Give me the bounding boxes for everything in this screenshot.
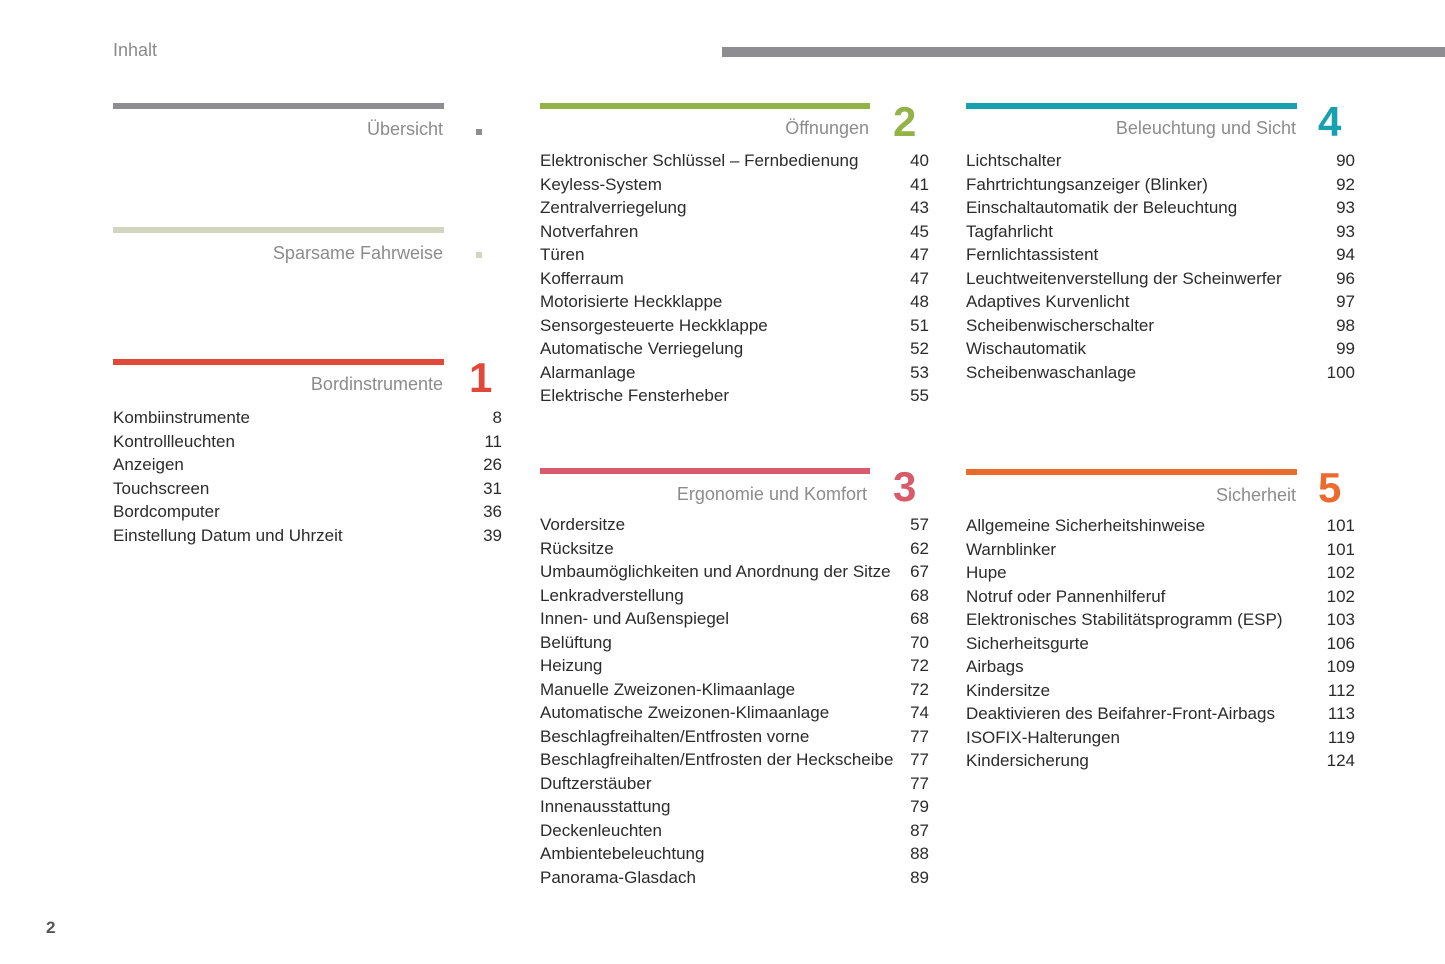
toc-list-bord bbox=[113, 406, 502, 547]
toc-entry-label: Automatische Zweizonen-Klimaanlage bbox=[540, 703, 830, 722]
toc-entry-label: Innenausstattung bbox=[540, 797, 671, 816]
toc-entry-page: 102 bbox=[1326, 586, 1355, 606]
toc-entry[interactable] bbox=[966, 149, 1355, 173]
toc-entry-page: 93 bbox=[1336, 198, 1355, 217]
toc-entry[interactable] bbox=[113, 500, 502, 524]
section-title-ergonomie[interactable]: Ergonomie und Komfort bbox=[676, 484, 867, 504]
toc-entry[interactable] bbox=[540, 290, 929, 314]
toc-entry[interactable] bbox=[540, 631, 929, 655]
toc-entry-label: Fahrtrichtungsanzeiger (Blinker) bbox=[966, 174, 1208, 194]
toc-entry-page: 51 bbox=[910, 315, 929, 335]
toc-entry-label: Einschaltautomatik der Beleuchtung bbox=[966, 198, 1238, 217]
toc-entry-label: Keyless-System bbox=[540, 174, 662, 194]
toc-entry-label: Kombiinstrumente bbox=[113, 408, 251, 427]
toc-entry-label: Scheibenwaschanlage bbox=[966, 362, 1137, 382]
section-title-bord[interactable]: Bordinstrumente bbox=[310, 374, 443, 394]
toc-entry-label: Beschlagfreihalten/Entfrosten der Heckscheibe bbox=[540, 750, 894, 769]
toc-entry-page: 11 bbox=[484, 431, 502, 451]
section-number-beleuchtung: 4 bbox=[1318, 98, 1342, 145]
toc-entry-page: 93 bbox=[1336, 221, 1355, 241]
toc-entry-page: 87 bbox=[910, 820, 929, 840]
toc-entry-page: 109 bbox=[1326, 657, 1355, 676]
toc-entry-page: 62 bbox=[910, 538, 929, 558]
toc-entry[interactable] bbox=[113, 453, 502, 477]
section-number-bord: 1 bbox=[469, 354, 493, 401]
toc-entry[interactable] bbox=[540, 607, 929, 631]
toc-entry-page: 72 bbox=[910, 656, 929, 675]
toc-entry[interactable] bbox=[966, 538, 1355, 562]
toc-entry[interactable] bbox=[966, 361, 1355, 385]
toc-entry-label: Tagfahrlicht bbox=[966, 221, 1053, 241]
toc-entry[interactable] bbox=[540, 678, 929, 702]
toc-entry[interactable] bbox=[966, 749, 1355, 773]
toc-entry[interactable] bbox=[540, 654, 929, 678]
toc-entry-page: 92 bbox=[1336, 174, 1355, 194]
header-rule bbox=[722, 47, 1445, 57]
toc-entry-page: 67 bbox=[910, 562, 929, 581]
section-number-ergonomie: 3 bbox=[893, 463, 917, 510]
toc-entry-page: 53 bbox=[910, 362, 929, 382]
toc-entry[interactable] bbox=[966, 679, 1355, 703]
toc-entry-page: 43 bbox=[910, 198, 929, 217]
toc-entry-page: 70 bbox=[910, 632, 929, 652]
toc-entry-label: Notruf oder Pannenhilferuf bbox=[966, 586, 1166, 606]
toc-entry-label: Elektrische Fensterheber bbox=[540, 386, 729, 405]
toc-entry-page: 77 bbox=[910, 750, 929, 769]
toc-entry-label: Panorama-Glasdach bbox=[540, 867, 696, 887]
toc-entry[interactable] bbox=[540, 361, 929, 385]
toc-entry[interactable] bbox=[540, 584, 929, 608]
toc-entry[interactable] bbox=[966, 267, 1355, 291]
toc-entry-label: Sicherheitsgurte bbox=[966, 633, 1089, 653]
toc-entry[interactable] bbox=[113, 430, 502, 454]
toc-entry[interactable] bbox=[540, 220, 929, 244]
toc-entry-label: Leuchtweitenverstellung der Scheinwerfer bbox=[966, 268, 1282, 288]
toc-entry-page: 8 bbox=[492, 408, 502, 427]
toc-entry[interactable] bbox=[966, 726, 1355, 750]
toc-entry-page: 55 bbox=[910, 386, 929, 405]
toc-entry-label: Manuelle Zweizonen-Klimaanlage bbox=[540, 679, 796, 699]
toc-entry-label: Zentralverriegelung bbox=[540, 198, 687, 217]
toc-entry[interactable] bbox=[540, 748, 929, 772]
toc-entry[interactable] bbox=[540, 819, 929, 843]
toc-entry-page: 99 bbox=[1336, 339, 1355, 358]
toc-entry-page: 102 bbox=[1326, 563, 1355, 582]
toc-entry[interactable] bbox=[540, 196, 929, 220]
toc-entry-page: 97 bbox=[1336, 292, 1355, 311]
toc-list-oeffnungen bbox=[540, 149, 929, 408]
toc-entry-label: Hupe bbox=[966, 563, 1007, 582]
page-title: Inhalt bbox=[113, 40, 158, 60]
toc-entry-page: 74 bbox=[910, 703, 929, 722]
toc-entry-label: Kofferraum bbox=[540, 268, 624, 288]
toc-entry[interactable] bbox=[966, 514, 1355, 538]
toc-entry-label: Elektronischer Schlüssel – Fernbedienung bbox=[540, 151, 859, 170]
section-bar-ergonomie bbox=[540, 468, 870, 474]
toc-entry-label: Bordcomputer bbox=[113, 502, 220, 521]
toc-entry[interactable] bbox=[540, 149, 929, 173]
section-number-sicherheit: 5 bbox=[1318, 464, 1342, 511]
toc-entry[interactable] bbox=[540, 267, 929, 291]
toc-entry-page: 68 bbox=[910, 609, 929, 628]
section-title-sparsam[interactable]: Sparsame Fahrweise bbox=[272, 243, 443, 263]
toc-list-sicherheit bbox=[966, 514, 1355, 773]
toc-entry-page: 101 bbox=[1326, 539, 1355, 559]
toc-entry[interactable] bbox=[966, 655, 1355, 679]
toc-entry-label: Automatische Verriegelung bbox=[540, 339, 744, 358]
toc-entry-label: Motorisierte Heckklappe bbox=[540, 292, 723, 311]
toc-entry-page: 57 bbox=[910, 515, 929, 534]
toc-entry[interactable] bbox=[966, 337, 1355, 361]
toc-entry-label: Heizung bbox=[540, 656, 603, 675]
toc-entry-page: 88 bbox=[910, 844, 929, 863]
toc-entry-page: 119 bbox=[1327, 727, 1355, 747]
toc-entry-label: Airbags bbox=[966, 657, 1024, 676]
toc-entry[interactable] bbox=[966, 173, 1355, 197]
section-title-oeffnungen[interactable]: Öffnungen bbox=[785, 118, 869, 138]
section-square-uebersicht bbox=[476, 129, 482, 135]
toc-entry[interactable] bbox=[540, 866, 929, 890]
section-bar-sicherheit bbox=[966, 469, 1297, 475]
toc-entry-label: Lenkradverstellung bbox=[540, 585, 684, 605]
toc-entry-page: 26 bbox=[483, 455, 502, 474]
section-number-oeffnungen: 2 bbox=[893, 98, 917, 145]
toc-entry-label: Lichtschalter bbox=[966, 151, 1062, 170]
toc-entry-page: 77 bbox=[910, 726, 929, 746]
toc-entry-page: 68 bbox=[910, 585, 929, 605]
toc-entry-label: Deckenleuchten bbox=[540, 820, 662, 840]
toc-entry-page: 124 bbox=[1326, 751, 1355, 770]
toc-entry[interactable] bbox=[113, 524, 502, 548]
toc-entry-label: Scheibenwischerschalter bbox=[966, 315, 1155, 335]
toc-entry-label: Fernlichtassistent bbox=[966, 245, 1099, 264]
toc-entry[interactable] bbox=[966, 702, 1355, 726]
toc-entry-page: 113 bbox=[1327, 704, 1355, 723]
toc-entry-label: Rücksitze bbox=[540, 538, 614, 558]
toc-entry-page: 100 bbox=[1326, 362, 1355, 382]
toc-entry-page: 89 bbox=[910, 867, 929, 887]
toc-entry-label: Elektronisches Stabilitätsprogramm (ESP) bbox=[966, 610, 1283, 629]
toc-entry-label: Beschlagfreihalten/Entfrosten vorne bbox=[540, 726, 810, 746]
toc-entry[interactable] bbox=[540, 243, 929, 267]
section-square-sparsam bbox=[476, 252, 482, 258]
toc-entry-label: Vordersitze bbox=[540, 515, 626, 534]
toc-entry-label: Sensorgesteuerte Heckklappe bbox=[540, 315, 768, 335]
toc-entry[interactable] bbox=[540, 725, 929, 749]
section-bar-bord bbox=[113, 359, 444, 365]
toc-list-beleuchtung bbox=[966, 149, 1355, 384]
toc-entry-label: Umbaumöglichkeiten und Anordnung der Sitze bbox=[540, 562, 891, 581]
toc-entry-page: 41 bbox=[910, 174, 929, 194]
toc-entry[interactable] bbox=[540, 337, 929, 361]
toc-entry[interactable] bbox=[966, 585, 1355, 609]
page-number: 2 bbox=[46, 918, 56, 937]
toc-entry[interactable] bbox=[540, 795, 929, 819]
section-bar-oeffnungen bbox=[540, 103, 870, 109]
toc-entry[interactable] bbox=[966, 561, 1355, 585]
toc-entry[interactable] bbox=[966, 196, 1355, 220]
toc-entry-label: Einstellung Datum und Uhrzeit bbox=[113, 525, 343, 545]
toc-entry-label: ISOFIX-Halterungen bbox=[966, 727, 1121, 747]
toc-entry-page: 106 bbox=[1326, 633, 1355, 653]
toc-entry[interactable] bbox=[966, 290, 1355, 314]
toc-entry-page: 48 bbox=[910, 292, 929, 311]
toc-entry[interactable] bbox=[966, 314, 1355, 338]
toc-list-ergonomie bbox=[540, 513, 929, 889]
toc-entry[interactable] bbox=[966, 608, 1355, 632]
toc-entry-page: 79 bbox=[910, 797, 929, 816]
toc-entry[interactable] bbox=[540, 772, 929, 796]
section-bar-sparsam bbox=[113, 227, 444, 233]
toc-entry-page: 112 bbox=[1327, 680, 1355, 700]
toc-entry[interactable] bbox=[966, 632, 1355, 656]
section-title-uebersicht[interactable]: Übersicht bbox=[366, 119, 443, 139]
toc-entry[interactable] bbox=[540, 560, 929, 584]
toc-entry-page: 98 bbox=[1336, 315, 1355, 335]
toc-entry[interactable] bbox=[113, 406, 502, 430]
toc-entry[interactable] bbox=[540, 173, 929, 197]
toc-entry-label: Kontrollleuchten bbox=[113, 431, 235, 451]
toc-entry-label: Kindersicherung bbox=[966, 751, 1089, 770]
toc-entry-page: 40 bbox=[910, 151, 929, 170]
toc-entry-page: 77 bbox=[910, 773, 929, 793]
toc-entry-label: Ambientebeleuchtung bbox=[540, 844, 705, 863]
toc-entry-label: Alarmanlage bbox=[540, 362, 636, 382]
toc-entry-page: 36 bbox=[483, 502, 502, 521]
toc-entry[interactable] bbox=[540, 384, 929, 408]
toc-entry[interactable] bbox=[540, 701, 929, 725]
toc-entry-page: 101 bbox=[1326, 516, 1355, 535]
toc-entry[interactable] bbox=[966, 220, 1355, 244]
toc-entry-label: Wischautomatik bbox=[966, 339, 1086, 358]
section-bar-uebersicht bbox=[113, 103, 444, 109]
toc-entry-page: 52 bbox=[910, 339, 929, 358]
toc-entry-page: 96 bbox=[1336, 268, 1355, 288]
toc-entry-page: 90 bbox=[1336, 151, 1355, 170]
toc-entry-page: 103 bbox=[1326, 610, 1355, 629]
toc-entry[interactable] bbox=[113, 477, 502, 501]
toc-entry-label: Anzeigen bbox=[113, 455, 184, 474]
toc-entry-label: Innen- und Außenspiegel bbox=[540, 609, 730, 628]
toc-entry-label: Deaktivieren des Beifahrer-Front-Airbags bbox=[966, 704, 1275, 723]
toc-entry-label: Notverfahren bbox=[540, 221, 639, 241]
toc-entry-label: Kindersitze bbox=[966, 680, 1051, 700]
toc-entry[interactable] bbox=[540, 314, 929, 338]
toc-entry-page: 31 bbox=[483, 478, 502, 498]
toc-entry-page: 45 bbox=[910, 221, 929, 241]
toc-entry-page: 72 bbox=[910, 679, 929, 699]
toc-entry-label: Warnblinker bbox=[966, 539, 1057, 559]
toc-entry-page: 47 bbox=[910, 245, 929, 264]
toc-entry-label: Adaptives Kurvenlicht bbox=[966, 292, 1130, 311]
toc-entry-page: 39 bbox=[483, 525, 502, 545]
toc-entry-label: Allgemeine Sicherheitshinweise bbox=[966, 516, 1206, 535]
toc-entry-label: Touchscreen bbox=[113, 478, 210, 498]
toc-entry[interactable] bbox=[966, 243, 1355, 267]
section-bar-beleuchtung bbox=[966, 103, 1297, 109]
section-title-sicherheit[interactable]: Sicherheit bbox=[1215, 485, 1296, 505]
toc-entry-page: 47 bbox=[910, 268, 929, 288]
toc-entry[interactable] bbox=[540, 842, 929, 866]
toc-entry[interactable] bbox=[540, 513, 929, 537]
section-title-beleuchtung[interactable]: Beleuchtung und Sicht bbox=[1115, 118, 1296, 138]
toc-entry-label: Türen bbox=[540, 245, 585, 264]
toc-entry-label: Belüftung bbox=[540, 632, 612, 652]
toc-entry-label: Duftzerstäuber bbox=[540, 773, 652, 793]
toc-entry[interactable] bbox=[540, 537, 929, 561]
toc-entry-page: 94 bbox=[1336, 245, 1355, 264]
